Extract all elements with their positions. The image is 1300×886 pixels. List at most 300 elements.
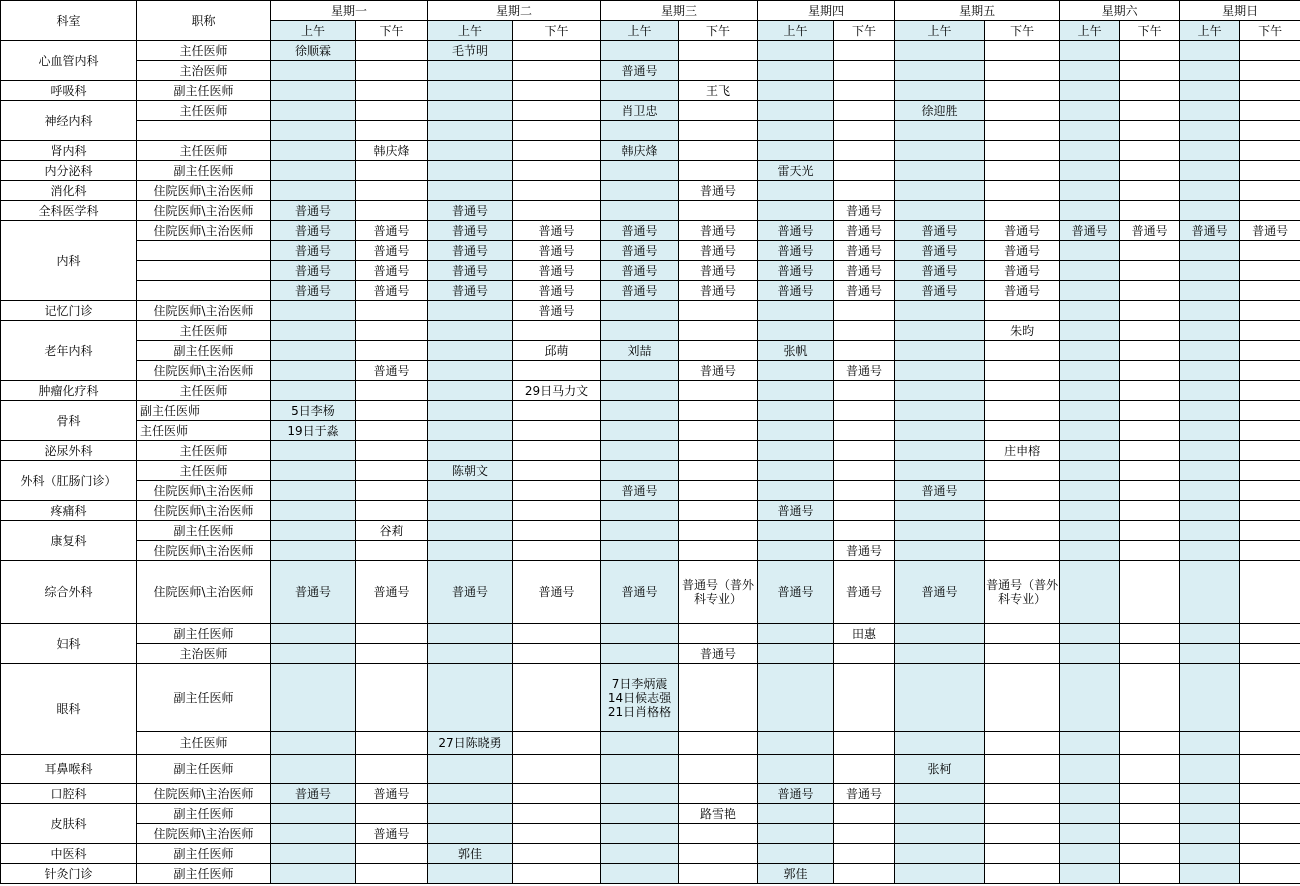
title-cell — [137, 281, 271, 301]
schedule-cell — [895, 501, 985, 521]
title-cell: 副主任医师 — [137, 864, 271, 884]
schedule-cell — [428, 61, 513, 81]
title-cell: 住院医师\主治医师 — [137, 181, 271, 201]
title-cell: 副主任医师 — [137, 341, 271, 361]
schedule-cell — [834, 755, 895, 784]
table-header — [1, 1, 1300, 41]
schedule-cell — [758, 481, 834, 501]
schedule-cell — [895, 161, 985, 181]
table-row — [1, 261, 1300, 281]
table-row — [1, 241, 1300, 261]
schedule-cell — [513, 361, 601, 381]
schedule-cell — [758, 755, 834, 784]
schedule-cell — [1180, 361, 1240, 381]
schedule-cell: 普通号 — [895, 221, 985, 241]
schedule-cell — [1240, 541, 1300, 561]
schedule-cell: 普通号 — [985, 221, 1060, 241]
schedule-cell — [513, 201, 601, 221]
schedule-cell — [1060, 261, 1120, 281]
schedule-cell — [834, 441, 895, 461]
schedule-cell — [271, 81, 356, 101]
schedule-cell — [601, 461, 679, 481]
schedule-cell — [271, 301, 356, 321]
schedule-cell: 普通号 — [679, 361, 758, 381]
schedule-cell — [601, 361, 679, 381]
schedule-cell — [513, 481, 601, 501]
schedule-cell — [1120, 281, 1180, 301]
schedule-cell — [1120, 201, 1180, 221]
schedule-cell — [428, 501, 513, 521]
schedule-cell: 毛节明 — [428, 41, 513, 61]
schedule-cell: 普通号 — [895, 561, 985, 624]
title-cell: 副主任医师 — [137, 755, 271, 784]
schedule-cell — [679, 161, 758, 181]
pm-header: 下午 — [985, 21, 1060, 41]
schedule-cell — [1180, 521, 1240, 541]
schedule-cell: 普通号 — [356, 241, 428, 261]
schedule-cell — [1060, 624, 1120, 644]
schedule-cell — [356, 81, 428, 101]
schedule-cell — [271, 441, 356, 461]
schedule-cell — [1120, 561, 1180, 624]
schedule-cell — [895, 341, 985, 361]
schedule-cell — [271, 755, 356, 784]
schedule-cell — [1060, 864, 1120, 884]
schedule-cell: 普通号 — [758, 241, 834, 261]
schedule-cell — [601, 864, 679, 884]
department-cell: 骨科 — [1, 401, 137, 441]
schedule-cell: 普通号 — [834, 221, 895, 241]
schedule-cell — [1180, 281, 1240, 301]
schedule-cell: 普通号 — [895, 261, 985, 281]
schedule-cell — [895, 361, 985, 381]
schedule-cell — [1120, 732, 1180, 755]
schedule-cell — [895, 201, 985, 221]
schedule-cell — [356, 101, 428, 121]
schedule-cell: 张帆 — [758, 341, 834, 361]
schedule-cell — [356, 755, 428, 784]
schedule-cell — [356, 461, 428, 481]
schedule-cell — [1120, 141, 1180, 161]
schedule-cell: 普通号 — [271, 561, 356, 624]
schedule-cell: 普通号 — [985, 241, 1060, 261]
schedule-cell — [834, 824, 895, 844]
schedule-cell — [1060, 321, 1120, 341]
schedule-cell — [1120, 381, 1180, 401]
schedule-cell — [1240, 664, 1300, 732]
schedule-cell — [271, 521, 356, 541]
schedule-cell — [1180, 301, 1240, 321]
schedule-cell — [679, 141, 758, 161]
schedule-cell — [513, 81, 601, 101]
schedule-cell — [834, 664, 895, 732]
schedule-cell — [356, 732, 428, 755]
schedule-cell — [895, 541, 985, 561]
department-cell: 针灸门诊 — [1, 864, 137, 884]
am-header: 上午 — [1060, 21, 1120, 41]
schedule-cell — [513, 441, 601, 461]
schedule-cell — [1060, 241, 1120, 261]
schedule-cell — [985, 401, 1060, 421]
schedule-cell — [1060, 381, 1120, 401]
table-row — [1, 864, 1300, 884]
schedule-cell — [1060, 361, 1120, 381]
schedule-cell — [271, 501, 356, 521]
schedule-cell — [895, 401, 985, 421]
schedule-cell — [758, 844, 834, 864]
schedule-cell: 普通号 — [834, 784, 895, 804]
schedule-cell — [679, 521, 758, 541]
schedule-cell — [601, 201, 679, 221]
schedule-cell: 普通号 — [513, 281, 601, 301]
schedule-cell — [513, 61, 601, 81]
schedule-cell — [428, 141, 513, 161]
am-header: 上午 — [1180, 21, 1240, 41]
schedule-cell — [356, 341, 428, 361]
schedule-cell — [271, 804, 356, 824]
schedule-cell — [1060, 61, 1120, 81]
schedule-cell — [428, 421, 513, 441]
schedule-cell — [1060, 121, 1120, 141]
title-cell: 住院医师\主治医师 — [137, 824, 271, 844]
schedule-cell: 刘喆 — [601, 341, 679, 361]
department-cell: 眼科 — [1, 664, 137, 755]
schedule-cell: 普通号 — [834, 541, 895, 561]
schedule-cell — [1180, 804, 1240, 824]
schedule-cell — [1240, 481, 1300, 501]
schedule-cell — [985, 141, 1060, 161]
schedule-cell — [758, 81, 834, 101]
schedule-cell — [513, 664, 601, 732]
schedule-cell — [271, 624, 356, 644]
department-cell: 神经内科 — [1, 101, 137, 141]
schedule-cell — [1240, 241, 1300, 261]
schedule-cell: 普通号 — [271, 261, 356, 281]
schedule-cell — [513, 804, 601, 824]
am-header: 上午 — [758, 21, 834, 41]
schedule-cell — [601, 81, 679, 101]
schedule-cell: 普通号 — [834, 281, 895, 301]
schedule-cell — [1180, 181, 1240, 201]
schedule-cell: 普通号 — [834, 261, 895, 281]
schedule-cell — [758, 644, 834, 664]
schedule-cell — [758, 381, 834, 401]
schedule-cell — [428, 521, 513, 541]
schedule-cell — [1120, 121, 1180, 141]
schedule-cell — [679, 441, 758, 461]
schedule-cell: 徐顺霖 — [271, 41, 356, 61]
schedule-cell — [834, 421, 895, 441]
schedule-cell — [758, 401, 834, 421]
am-header: 上午 — [895, 21, 985, 41]
schedule-cell — [985, 421, 1060, 441]
schedule-cell — [1120, 541, 1180, 561]
title-cell: 住院医师\主治医师 — [137, 361, 271, 381]
schedule-cell: 普通号 — [271, 281, 356, 301]
schedule-cell — [679, 824, 758, 844]
title-cell: 副主任医师 — [137, 81, 271, 101]
schedule-cell — [271, 381, 356, 401]
schedule-cell — [1180, 241, 1240, 261]
title-cell: 主任医师 — [137, 101, 271, 121]
schedule-cell — [356, 541, 428, 561]
schedule-cell: 郭佳 — [758, 864, 834, 884]
schedule-cell — [601, 441, 679, 461]
schedule-cell — [1180, 41, 1240, 61]
schedule-cell — [1180, 341, 1240, 361]
title-cell: 主治医师 — [137, 644, 271, 664]
schedule-cell — [601, 624, 679, 644]
schedule-cell — [271, 844, 356, 864]
schedule-cell — [356, 161, 428, 181]
schedule-cell — [601, 421, 679, 441]
schedule-cell — [1180, 141, 1240, 161]
title-cell: 主任医师 — [137, 381, 271, 401]
department-cell: 耳鼻喉科 — [1, 755, 137, 784]
title-cell: 副主任医师 — [137, 521, 271, 541]
schedule-cell — [679, 101, 758, 121]
schedule-cell — [985, 461, 1060, 481]
schedule-cell — [1060, 664, 1120, 732]
schedule-cell — [895, 461, 985, 481]
pm-header: 下午 — [356, 21, 428, 41]
schedule-cell — [834, 341, 895, 361]
schedule-cell — [1120, 301, 1180, 321]
schedule-cell — [1180, 421, 1240, 441]
table-row — [1, 161, 1300, 181]
table-row — [1, 201, 1300, 221]
schedule-cell — [601, 41, 679, 61]
schedule-cell — [834, 101, 895, 121]
schedule-cell — [1060, 644, 1120, 664]
schedule-cell — [428, 81, 513, 101]
department-cell: 综合外科 — [1, 561, 137, 624]
table-row — [1, 561, 1300, 624]
schedule-cell — [985, 664, 1060, 732]
title-cell: 住院医师\主治医师 — [137, 561, 271, 624]
schedule-cell — [601, 501, 679, 521]
schedule-cell — [1120, 481, 1180, 501]
schedule-cell — [356, 61, 428, 81]
schedule-cell — [1240, 321, 1300, 341]
schedule-cell — [513, 161, 601, 181]
schedule-cell — [513, 141, 601, 161]
schedule-cell: 普通号 — [271, 784, 356, 804]
schedule-cell — [513, 521, 601, 541]
schedule-cell — [1240, 624, 1300, 644]
schedule-cell — [513, 421, 601, 441]
schedule-cell — [758, 732, 834, 755]
schedule-cell — [1180, 61, 1240, 81]
schedule-cell — [985, 732, 1060, 755]
schedule-cell — [679, 732, 758, 755]
schedule-cell: 普通号 — [895, 281, 985, 301]
title-cell: 住院医师\主治医师 — [137, 784, 271, 804]
department-cell: 消化科 — [1, 181, 137, 201]
table-row — [1, 341, 1300, 361]
schedule-cell: 普通号 — [356, 784, 428, 804]
schedule-cell — [758, 101, 834, 121]
schedule-cell: 普通号 — [428, 201, 513, 221]
title-cell: 主任医师 — [137, 461, 271, 481]
schedule-cell: 普通号 — [834, 201, 895, 221]
schedule-cell — [834, 161, 895, 181]
schedule-cell — [1180, 161, 1240, 181]
table-row — [1, 61, 1300, 81]
schedule-cell: 普通号 — [1060, 221, 1120, 241]
schedule-cell — [428, 381, 513, 401]
schedule-cell — [1060, 141, 1120, 161]
schedule-cell — [428, 624, 513, 644]
schedule-cell — [1120, 644, 1180, 664]
schedule-cell — [1180, 101, 1240, 121]
schedule-cell — [895, 381, 985, 401]
schedule-cell — [679, 421, 758, 441]
schedule-cell — [513, 321, 601, 341]
schedule-cell — [1060, 341, 1120, 361]
schedule-cell — [1120, 181, 1180, 201]
schedule-cell — [1180, 844, 1240, 864]
table-row — [1, 824, 1300, 844]
schedule-cell — [1240, 561, 1300, 624]
schedule-cell: 普通号 — [758, 784, 834, 804]
schedule-cell — [679, 784, 758, 804]
schedule-cell — [601, 541, 679, 561]
title-cell: 主任医师 — [137, 41, 271, 61]
pm-header: 下午 — [679, 21, 758, 41]
schedule-cell — [271, 121, 356, 141]
schedule-cell — [985, 301, 1060, 321]
schedule-cell — [834, 181, 895, 201]
schedule-cell — [895, 61, 985, 81]
schedule-cell — [271, 61, 356, 81]
schedule-cell: 普通号 — [428, 221, 513, 241]
schedule-cell — [834, 804, 895, 824]
department-cell: 中医科 — [1, 844, 137, 864]
schedule-cell — [895, 121, 985, 141]
schedule-cell — [601, 401, 679, 421]
schedule-cell — [679, 461, 758, 481]
schedule-cell — [1180, 561, 1240, 624]
schedule-cell — [1060, 461, 1120, 481]
schedule-cell — [271, 824, 356, 844]
schedule-cell — [758, 141, 834, 161]
schedule-cell: 普通号 — [895, 241, 985, 261]
schedule-cell — [1240, 804, 1300, 824]
table-row — [1, 401, 1300, 421]
schedule-cell — [428, 804, 513, 824]
schedule-cell — [1240, 101, 1300, 121]
schedule-cell: 普通号 — [601, 281, 679, 301]
schedule-cell — [679, 664, 758, 732]
schedule-cell — [1060, 804, 1120, 824]
table-row — [1, 624, 1300, 644]
schedule-cell — [1060, 281, 1120, 301]
table-row — [1, 181, 1300, 201]
schedule-body — [1, 41, 1300, 884]
schedule-cell — [1180, 784, 1240, 804]
table-row — [1, 361, 1300, 381]
table-row — [1, 381, 1300, 401]
title-cell: 住院医师\主治医师 — [137, 221, 271, 241]
schedule-cell: 普通号 — [513, 221, 601, 241]
title-cell: 住院医师\主治医师 — [137, 501, 271, 521]
schedule-cell — [601, 381, 679, 401]
schedule-cell — [1240, 755, 1300, 784]
schedule-cell: 韩庆烽 — [356, 141, 428, 161]
schedule-cell: 普通号 — [985, 281, 1060, 301]
schedule-cell: 韩庆烽 — [601, 141, 679, 161]
schedule-cell — [985, 755, 1060, 784]
schedule-cell — [758, 321, 834, 341]
schedule-cell: 田惠 — [834, 624, 895, 644]
schedule-cell — [758, 441, 834, 461]
schedule-cell — [513, 541, 601, 561]
schedule-cell: 路雪艳 — [679, 804, 758, 824]
day-header-tuesday: 星期二 — [428, 1, 601, 21]
schedule-cell: 徐迎胜 — [895, 101, 985, 121]
schedule-cell — [1180, 755, 1240, 784]
schedule-cell — [758, 61, 834, 81]
day-header-thursday: 星期四 — [758, 1, 895, 21]
schedule-cell — [985, 361, 1060, 381]
pm-header: 下午 — [1120, 21, 1180, 41]
schedule-cell — [1120, 161, 1180, 181]
schedule-cell — [428, 301, 513, 321]
day-header-saturday: 星期六 — [1060, 1, 1180, 21]
table-row — [1, 644, 1300, 664]
schedule-cell — [1180, 664, 1240, 732]
schedule-cell — [758, 521, 834, 541]
schedule-cell — [1060, 541, 1120, 561]
schedule-cell — [895, 521, 985, 541]
schedule-cell — [1120, 864, 1180, 884]
schedule-cell — [679, 844, 758, 864]
schedule-cell — [513, 401, 601, 421]
schedule-cell: 普通号 — [758, 501, 834, 521]
schedule-cell — [271, 461, 356, 481]
schedule-cell — [601, 121, 679, 141]
schedule-cell — [834, 321, 895, 341]
schedule-cell — [1120, 61, 1180, 81]
schedule-cell: 29日马力文 — [513, 381, 601, 401]
table-row — [1, 461, 1300, 481]
title-cell: 住院医师\主治医师 — [137, 201, 271, 221]
schedule-cell — [895, 784, 985, 804]
schedule-cell — [601, 804, 679, 824]
schedule-cell — [1120, 461, 1180, 481]
schedule-cell — [1240, 161, 1300, 181]
schedule-cell — [356, 804, 428, 824]
schedule-cell: 普通号 — [679, 261, 758, 281]
schedule-cell — [513, 501, 601, 521]
schedule-cell — [601, 321, 679, 341]
schedule-cell: 普通号（普外科专业） — [985, 561, 1060, 624]
schedule-cell — [601, 301, 679, 321]
schedule-cell — [985, 41, 1060, 61]
title-cell: 住院医师\主治医师 — [137, 301, 271, 321]
schedule-cell — [758, 361, 834, 381]
schedule-cell — [1180, 501, 1240, 521]
schedule-cell — [1180, 201, 1240, 221]
schedule-cell — [1060, 81, 1120, 101]
schedule-cell — [1060, 824, 1120, 844]
schedule-cell: 普通号 — [895, 481, 985, 501]
schedule-cell — [1240, 201, 1300, 221]
schedule-cell — [428, 755, 513, 784]
schedule-cell — [1060, 301, 1120, 321]
schedule-cell — [1240, 361, 1300, 381]
